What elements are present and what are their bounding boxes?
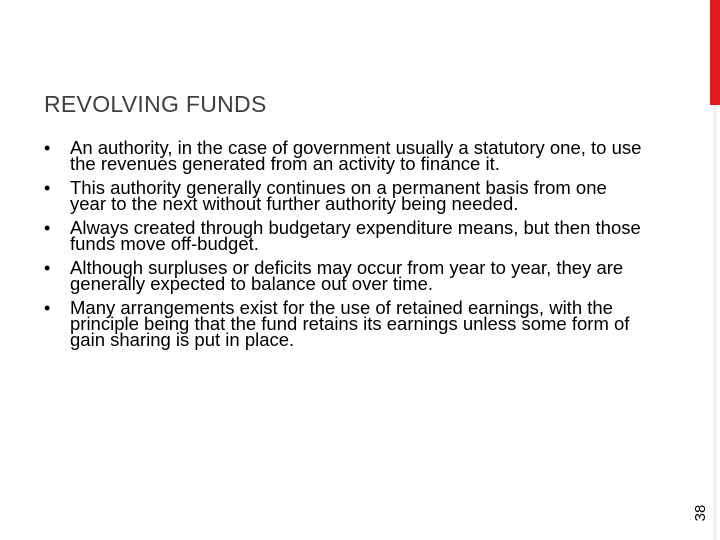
bullet-icon: •	[44, 298, 51, 318]
bullet-item	[44, 257, 644, 294]
bullet-item	[44, 297, 644, 350]
bullet-icon: •	[44, 138, 51, 158]
bullet-text: Many arrangements exist for the use of retained earnings, with the principle being that the fund retains its earnings unless some form of gain sharing is put in place.	[70, 297, 630, 350]
bullet-icon: •	[44, 258, 51, 278]
bullet-item	[44, 177, 644, 214]
side-rule	[713, 105, 717, 540]
bullet-text: Always created through budgetary expenditure means, but then those funds move off-budget.	[70, 217, 641, 254]
slide-title: REVOLVING FUNDS	[44, 91, 267, 117]
bullet-icon: •	[44, 178, 51, 198]
bullet-list	[44, 137, 644, 356]
bullet-icon: •	[44, 218, 51, 238]
page-number: 38	[691, 504, 709, 522]
bullet-text: Although surpluses or deficits may occur from year to year, they are generally expected to balance out over time.	[70, 257, 624, 294]
bullet-text: This authority generally continues on a permanent basis from one year to the next without further authority being needed.	[70, 177, 607, 214]
bullet-item	[44, 137, 644, 174]
bullet-item	[44, 217, 644, 254]
accent-bar	[710, 0, 720, 105]
bullet-text: An authority, in the case of government usually a statutory one, to use the revenues generated from an activity to finance it.	[70, 137, 642, 174]
